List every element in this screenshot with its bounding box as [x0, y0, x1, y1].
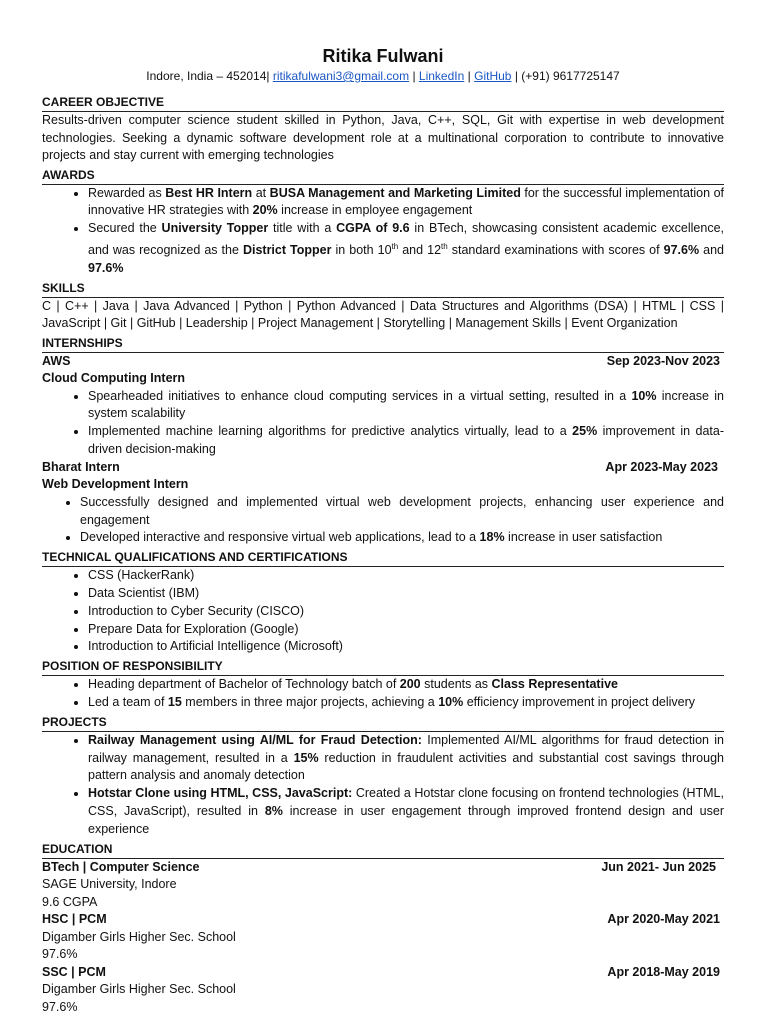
certifications-list [42, 567, 724, 656]
education-school: Digamber Girls Higher Sec. School [42, 929, 236, 944]
section-certifications: TECHNICAL QUALIFICATIONS AND CERTIFICATIONS [42, 549, 724, 567]
list-item: • Developed interactive and responsive virtual web applications, lead to a 18% increase in user satisfaction [80, 529, 724, 547]
phone: (+91) 9617725147 [521, 69, 620, 83]
education-school: SAGE University, Indore [42, 877, 177, 892]
list-item: • Spearheaded initiatives to enhance cloud computing services in a virtual setting, resulted in a 10% increase in system scalability [88, 388, 724, 424]
award-item: • Secured the University Topper title with a CGPA of 9.6 in BTech, showcasing consistent academic excellence, and was recognized as the District Topper in both 10th and 12th standard examinations with scores of 97.6% and 97.6% [88, 220, 724, 278]
candidate-name: Ritika Fulwani [322, 46, 444, 66]
responsibility-list [42, 676, 724, 712]
internship-role: Cloud Computing Intern [42, 371, 186, 386]
internship-role: Web Development Intern [42, 477, 189, 492]
resume-page [42, 44, 724, 1016]
education-score: 97.6% [42, 947, 78, 962]
list-item: • Implemented machine learning algorithms for predictive analytics virtually, lead to a 25% improvement in data-driven decision-making [88, 423, 724, 459]
list-item: • Introduction to Artificial Intelligence (Microsoft) [88, 638, 724, 656]
internship-header: Bharat Intern Apr 2023-May 2023 [42, 459, 718, 474]
education-header: BTech | Computer Science Jun 2021- Jun 2025 [42, 859, 716, 874]
projects-list [42, 732, 724, 839]
list-item: • Successfully designed and implemented virtual web development projects, enhancing user experience and engagement [80, 494, 724, 530]
awards-list [42, 185, 724, 278]
section-internships: INTERNSHIPS [42, 335, 724, 353]
github-link[interactable]: GitHub [474, 69, 512, 83]
skills-text: C | C++ | Java | Java Advanced | Python | Python Advanced | Data Structures and Algorithms (DSA) | HTML | CSS | JavaScript | Git | GitHub | Leadership | Project Management | Storytelling | Management Skills | Event Organization [42, 298, 724, 331]
section-projects: PROJECTS [42, 714, 724, 732]
location: Indore, India – 452014 [146, 69, 267, 83]
internship-header: AWS Sep 2023-Nov 2023 [42, 353, 720, 368]
section-career-objective: CAREER OBJECTIVE [42, 94, 724, 112]
education-header: SSC | PCM Apr 2018-May 2019 [42, 964, 720, 979]
award-item: • Rewarded as Best HR Intern at BUSA Management and Marketing Limited for the successful implementation of innovative HR strategies with 20% increase in employee engagement [88, 185, 724, 221]
list-item: • Led a team of 15 members in three major projects, achieving a 10% efficiency improvement in project delivery [88, 694, 724, 712]
section-education: EDUCATION [42, 841, 724, 859]
contact-line: Indore, India – 452014| ritikafulwani3@gmail.com | LinkedIn | GitHub | (+91) 9617725147 [146, 69, 620, 83]
career-objective-text: Results-driven computer science student skilled in Python, Java, C++, SQL, Git with expertise in web development technologies. Seeking a dynamic software development role at a multinational corporation to contribute to innovative projects and stay current with emerging technologies [42, 113, 724, 162]
internship-bullets [42, 388, 724, 459]
section-responsibility: POSITION OF RESPONSIBILITY [42, 658, 724, 676]
list-item: • CSS (HackerRank) [88, 567, 724, 585]
internship-bullets [42, 494, 724, 547]
email-link[interactable]: ritikafulwani3@gmail.com [272, 69, 410, 83]
list-item: • Railway Management using AI/ML for Fraud Detection: Implemented AI/ML algorithms for fraud detection in railway management, resulted in a 15% reduction in fraudulent activities and substantial cost savings through pattern analysis and anomaly detection [88, 732, 724, 785]
education-score: 97.6% [42, 999, 78, 1014]
linkedin-link[interactable]: LinkedIn [418, 69, 465, 83]
section-skills: SKILLS [42, 280, 724, 298]
education-school: Digamber Girls Higher Sec. School [42, 982, 236, 997]
list-item: • Data Scientist (IBM) [88, 585, 724, 603]
education-header: HSC | PCM Apr 2020-May 2021 [42, 912, 720, 927]
list-item: • Introduction to Cyber Security (CISCO) [88, 603, 724, 621]
list-item: • Hotstar Clone using HTML, CSS, JavaScript: Created a Hotstar clone focusing on frontend technologies (HTML, CSS, JavaScript), resulted in 8% increase in user engagement through improved frontend design and user experience [88, 785, 724, 838]
list-item: • Heading department of Bachelor of Technology batch of 200 students as Class Representative [88, 676, 724, 694]
education-score: 9.6 CGPA [42, 894, 98, 909]
list-item: • Prepare Data for Exploration (Google) [88, 621, 724, 639]
section-awards: AWARDS [42, 167, 724, 185]
